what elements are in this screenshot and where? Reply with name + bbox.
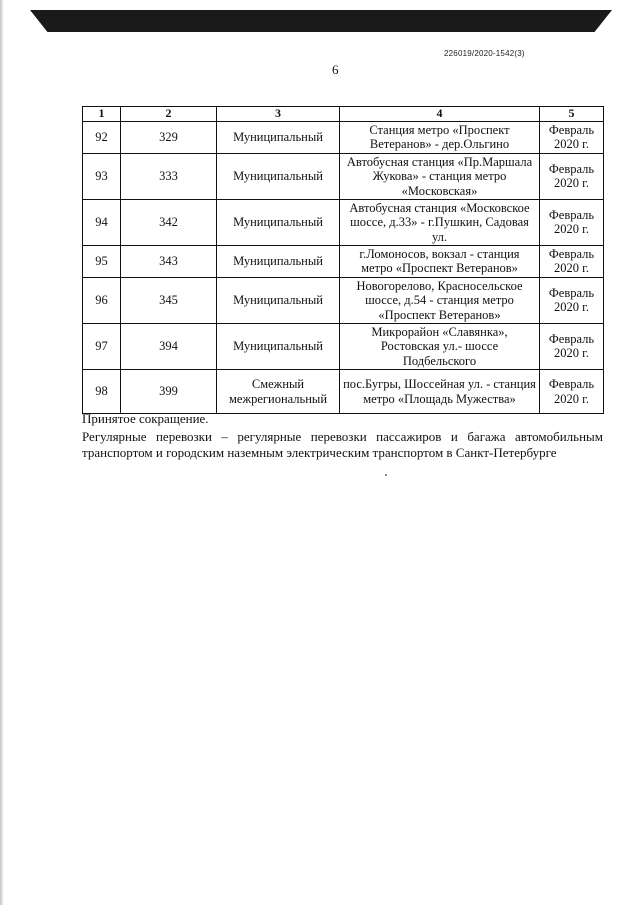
- route-path: Новогорелово, Красносельское шоссе, д.54 - станция метро «Проспект Ветеранов»: [340, 277, 540, 323]
- column-header: 2: [121, 107, 217, 122]
- row-number: 98: [83, 370, 121, 414]
- route-date: Февраль 2020 г.: [540, 122, 604, 154]
- route-date: Февраль 2020 г.: [540, 323, 604, 369]
- row-number: 92: [83, 122, 121, 154]
- table-row: [83, 277, 604, 323]
- route-path: пос.Бугры, Шоссейная ул. - станция метро «Площадь Мужества»: [340, 370, 540, 414]
- row-number: 94: [83, 199, 121, 245]
- table-row: [83, 199, 604, 245]
- route-date: Февраль 2020 г.: [540, 199, 604, 245]
- table-row: [83, 370, 604, 414]
- scan-header-bar: [30, 10, 612, 32]
- route-date: Февраль 2020 г.: [540, 370, 604, 414]
- route-path: г.Ломоносов, вокзал - станция метро «Проспект Ветеранов»: [340, 246, 540, 278]
- table-header-row: [83, 107, 604, 122]
- route-type: Смежный межрегиональный: [217, 370, 340, 414]
- table-row: [83, 122, 604, 154]
- route-type: Муниципальный: [217, 323, 340, 369]
- route-date: Февраль 2020 г.: [540, 246, 604, 278]
- route-type: Муниципальный: [217, 246, 340, 278]
- route-type: Муниципальный: [217, 122, 340, 154]
- row-number: 95: [83, 246, 121, 278]
- table-row: [83, 323, 604, 369]
- column-header: 5: [540, 107, 604, 122]
- route-number: 399: [121, 370, 217, 414]
- document-id: 226019/2020-1542(3): [444, 49, 525, 58]
- route-path: Автобусная станция «Пр.Маршала Жукова» - станция метро «Московская»: [340, 153, 540, 199]
- route-path: Автобусная станция «Московское шоссе, д.33» - г.Пушкин, Садовая ул.: [340, 199, 540, 245]
- column-header: 3: [217, 107, 340, 122]
- route-date: Февраль 2020 г.: [540, 153, 604, 199]
- table-row: [83, 246, 604, 278]
- table-row: [83, 153, 604, 199]
- route-type: Муниципальный: [217, 277, 340, 323]
- scan-edge-shadow: [0, 0, 4, 905]
- routes-table: [82, 106, 604, 414]
- note-title: Принятое сокращение.: [82, 411, 209, 426]
- scan-speck: [385, 474, 387, 476]
- page-number: 6: [332, 62, 339, 77]
- row-number: 97: [83, 323, 121, 369]
- route-type: Муниципальный: [217, 199, 340, 245]
- route-number: 345: [121, 277, 217, 323]
- route-number: 329: [121, 122, 217, 154]
- route-number: 394: [121, 323, 217, 369]
- route-number: 342: [121, 199, 217, 245]
- route-date: Февраль 2020 г.: [540, 277, 604, 323]
- row-number: 93: [83, 153, 121, 199]
- abbreviation-note: [82, 411, 603, 461]
- note-text: Регулярные перевозки – регулярные перевозки пассажиров и багажа автомобильным транспортом и городским наземным электрическим транспортом в Санкт-Петербурге: [82, 429, 603, 460]
- row-number: 96: [83, 277, 121, 323]
- column-header: 1: [83, 107, 121, 122]
- route-number: 333: [121, 153, 217, 199]
- route-number: 343: [121, 246, 217, 278]
- route-path: Микрорайон «Славянка», Ростовская ул.- шоссе Подбельского: [340, 323, 540, 369]
- column-header: 4: [340, 107, 540, 122]
- route-type: Муниципальный: [217, 153, 340, 199]
- route-path: Станция метро «Проспект Ветеранов» - дер.Ольгино: [340, 122, 540, 154]
